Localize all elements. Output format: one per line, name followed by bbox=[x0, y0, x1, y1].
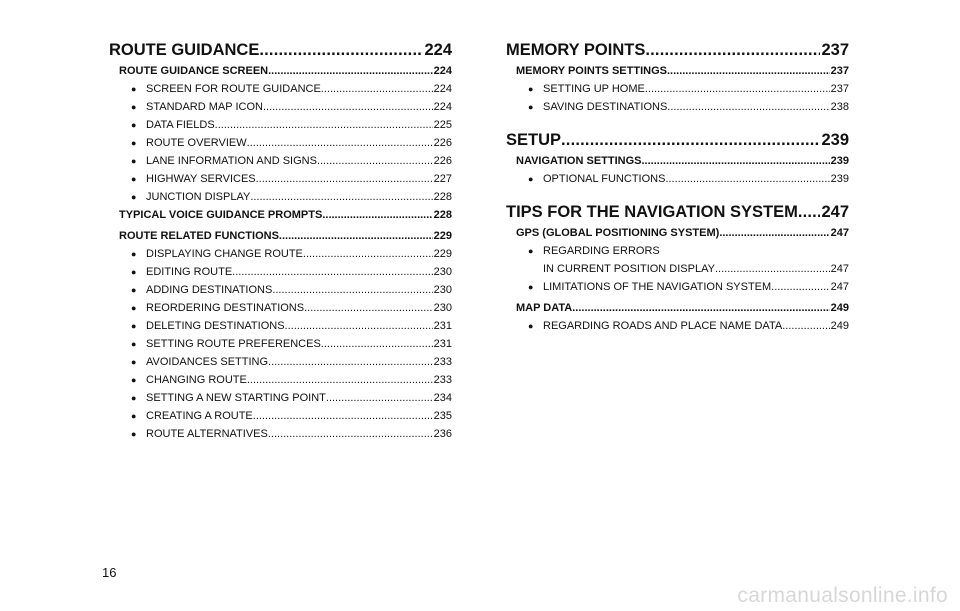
item-page: 228 bbox=[433, 191, 452, 203]
leader-dots bbox=[259, 40, 423, 60]
item-page: 225 bbox=[433, 119, 452, 131]
leader-dots bbox=[771, 278, 829, 296]
toc-item[interactable] bbox=[109, 80, 452, 98]
item-label: SCREEN FOR ROUTE GUIDANCE bbox=[146, 83, 321, 95]
toc-group-route-related-functions[interactable] bbox=[109, 227, 452, 245]
leader-dots bbox=[572, 299, 829, 317]
toc-item[interactable] bbox=[109, 98, 452, 116]
toc-section-tips[interactable] bbox=[506, 202, 849, 222]
section-title: MEMORY POINTS bbox=[506, 41, 646, 59]
item-page: 247 bbox=[830, 281, 849, 293]
toc-item[interactable] bbox=[109, 317, 452, 335]
bullet-icon: ● bbox=[528, 246, 534, 256]
bullet-icon: ● bbox=[131, 120, 137, 130]
leader-dots bbox=[268, 353, 433, 371]
section-page: 224 bbox=[424, 41, 452, 59]
group-title: GPS (GLOBAL POSITIONING SYSTEM) bbox=[516, 227, 720, 239]
item-label: ROUTE ALTERNATIVES bbox=[146, 428, 268, 440]
leader-dots bbox=[665, 170, 829, 188]
item-page: 230 bbox=[433, 302, 452, 314]
leader-dots bbox=[215, 116, 433, 134]
bullet-icon: ● bbox=[131, 267, 137, 277]
bullet-icon: ● bbox=[528, 174, 534, 184]
leader-dots bbox=[798, 202, 821, 222]
toc-item-line bbox=[506, 242, 849, 260]
item-page: 231 bbox=[433, 320, 452, 332]
toc-section-route-guidance[interactable] bbox=[109, 40, 452, 60]
leader-dots bbox=[247, 371, 433, 389]
toc-group-typical-voice-guidance-prompts[interactable] bbox=[109, 206, 452, 224]
toc-section-setup[interactable] bbox=[506, 130, 849, 150]
toc-item[interactable] bbox=[109, 245, 452, 263]
toc-group-memory-points-settings[interactable] bbox=[506, 62, 849, 80]
toc-item[interactable] bbox=[506, 80, 849, 98]
item-label: CHANGING ROUTE bbox=[146, 374, 247, 386]
item-page: 236 bbox=[433, 428, 452, 440]
leader-dots bbox=[253, 407, 433, 425]
item-label: DELETING DESTINATIONS bbox=[146, 320, 285, 332]
item-label-continued: IN CURRENT POSITION DISPLAY bbox=[543, 263, 715, 275]
bullet-icon: ● bbox=[131, 393, 137, 403]
bullet-icon: ● bbox=[528, 84, 534, 94]
toc-section-memory-points[interactable] bbox=[506, 40, 849, 60]
item-page: 237 bbox=[830, 83, 849, 95]
toc-item[interactable] bbox=[506, 278, 849, 296]
toc-right-column bbox=[506, 40, 849, 335]
bullet-icon: ● bbox=[131, 321, 137, 331]
group-title: ROUTE RELATED FUNCTIONS bbox=[119, 230, 279, 242]
item-page: 224 bbox=[433, 83, 452, 95]
toc-item[interactable] bbox=[109, 335, 452, 353]
item-page: 230 bbox=[433, 266, 452, 278]
section-page: 247 bbox=[821, 203, 849, 221]
item-label: LIMITATIONS OF THE NAVIGATION SYSTEM bbox=[543, 281, 772, 293]
item-page: 238 bbox=[830, 101, 849, 113]
toc-item[interactable] bbox=[109, 281, 452, 299]
toc-item[interactable] bbox=[109, 425, 452, 443]
toc-item-line bbox=[506, 260, 849, 278]
item-label: SETTING UP HOME bbox=[543, 83, 645, 95]
toc-item-two-line[interactable] bbox=[506, 242, 849, 278]
item-page: 247 bbox=[830, 263, 849, 275]
item-page: 231 bbox=[433, 338, 452, 350]
toc-group-route-guidance-screen[interactable] bbox=[109, 62, 452, 80]
leader-dots bbox=[285, 317, 433, 335]
group-page: 228 bbox=[433, 209, 452, 221]
toc-group-map-data[interactable] bbox=[506, 299, 849, 317]
bullet-icon: ● bbox=[131, 429, 137, 439]
toc-group-navigation-settings[interactable] bbox=[506, 152, 849, 170]
leader-dots bbox=[645, 80, 830, 98]
leader-dots bbox=[304, 299, 433, 317]
leader-dots bbox=[782, 317, 829, 335]
group-title: NAVIGATION SETTINGS bbox=[516, 155, 642, 167]
item-label: AVOIDANCES SETTING bbox=[146, 356, 269, 368]
toc-item[interactable] bbox=[506, 170, 849, 188]
item-label: REGARDING ROADS AND PLACE NAME DATA bbox=[543, 320, 783, 332]
group-page: 249 bbox=[830, 302, 849, 314]
item-page: 229 bbox=[433, 248, 452, 260]
leader-dots bbox=[279, 227, 433, 245]
leader-dots bbox=[645, 40, 820, 60]
bullet-icon: ● bbox=[131, 192, 137, 202]
item-label: DISPLAYING CHANGE ROUTE bbox=[146, 248, 303, 260]
section-page: 239 bbox=[821, 131, 849, 149]
item-label: OPTIONAL FUNCTIONS bbox=[543, 173, 666, 185]
item-page: 233 bbox=[433, 374, 452, 386]
group-page: 224 bbox=[433, 65, 452, 77]
bullet-icon: ● bbox=[131, 411, 137, 421]
group-page: 237 bbox=[830, 65, 849, 77]
group-title: MEMORY POINTS SETTINGS bbox=[516, 65, 667, 77]
bullet-icon: ● bbox=[528, 282, 534, 292]
group-title: MAP DATA bbox=[516, 302, 573, 314]
item-label: REORDERING DESTINATIONS bbox=[146, 302, 305, 314]
item-page: 227 bbox=[433, 173, 452, 185]
toc-item[interactable] bbox=[506, 317, 849, 335]
item-label: SETTING ROUTE PREFERENCES bbox=[146, 338, 321, 350]
section-title: ROUTE GUIDANCE bbox=[109, 41, 260, 59]
item-page: 226 bbox=[433, 155, 452, 167]
item-page: 249 bbox=[830, 320, 849, 332]
item-label: ROUTE OVERVIEW bbox=[146, 137, 247, 149]
watermark: carmanualsonline.info bbox=[737, 584, 948, 607]
toc-item[interactable] bbox=[109, 299, 452, 317]
group-page: 247 bbox=[830, 227, 849, 239]
item-label: REGARDING ERRORS bbox=[543, 245, 660, 257]
item-page: 224 bbox=[433, 101, 452, 113]
toc-item[interactable] bbox=[109, 170, 452, 188]
toc-left-column bbox=[109, 40, 452, 443]
item-label: LANE INFORMATION AND SIGNS bbox=[146, 155, 317, 167]
bullet-icon: ● bbox=[131, 102, 137, 112]
toc-item[interactable] bbox=[109, 134, 452, 152]
item-page: 239 bbox=[830, 173, 849, 185]
leader-dots bbox=[326, 389, 433, 407]
item-page: 230 bbox=[433, 284, 452, 296]
group-page: 229 bbox=[433, 230, 452, 242]
leader-dots bbox=[317, 152, 433, 170]
item-label: ADDING DESTINATIONS bbox=[146, 284, 273, 296]
toc-item[interactable] bbox=[109, 152, 452, 170]
leader-dots bbox=[250, 188, 432, 206]
item-page: 233 bbox=[433, 356, 452, 368]
item-label: JUNCTION DISPLAY bbox=[146, 191, 251, 203]
leader-dots bbox=[667, 98, 829, 116]
bullet-icon: ● bbox=[131, 357, 137, 367]
item-label: CREATING A ROUTE bbox=[146, 410, 253, 422]
group-page: 239 bbox=[830, 155, 849, 167]
toc-item[interactable] bbox=[109, 263, 452, 281]
group-title: ROUTE GUIDANCE SCREEN bbox=[119, 65, 269, 77]
leader-dots bbox=[719, 224, 829, 242]
toc-item[interactable] bbox=[109, 188, 452, 206]
leader-dots bbox=[268, 425, 433, 443]
bullet-icon: ● bbox=[131, 285, 137, 295]
bullet-icon: ● bbox=[131, 339, 137, 349]
section-title: SETUP bbox=[506, 131, 562, 149]
leader-dots bbox=[263, 98, 433, 116]
item-label: SETTING A NEW STARTING POINT bbox=[146, 392, 326, 404]
group-title: TYPICAL VOICE GUIDANCE PROMPTS bbox=[119, 209, 323, 221]
leader-dots bbox=[667, 62, 830, 80]
toc-item[interactable] bbox=[109, 371, 452, 389]
leader-dots bbox=[321, 80, 433, 98]
leader-dots bbox=[561, 130, 820, 150]
bullet-icon: ● bbox=[131, 156, 137, 166]
bullet-icon: ● bbox=[131, 375, 137, 385]
bullet-icon: ● bbox=[131, 84, 137, 94]
leader-dots bbox=[232, 263, 432, 281]
item-label: EDITING ROUTE bbox=[146, 266, 233, 278]
item-page: 226 bbox=[433, 137, 452, 149]
toc-item[interactable] bbox=[109, 116, 452, 134]
bullet-icon: ● bbox=[528, 321, 534, 331]
item-label: STANDARD MAP ICON bbox=[146, 101, 263, 113]
leader-dots bbox=[268, 62, 433, 80]
toc-item[interactable] bbox=[109, 389, 452, 407]
toc-item[interactable] bbox=[109, 407, 452, 425]
item-page: 235 bbox=[433, 410, 452, 422]
page-number: 16 bbox=[102, 565, 117, 580]
bullet-icon: ● bbox=[528, 102, 534, 112]
item-label: DATA FIELDS bbox=[146, 119, 215, 131]
toc-item[interactable] bbox=[109, 353, 452, 371]
item-label: HIGHWAY SERVICES bbox=[146, 173, 256, 185]
leader-dots bbox=[642, 152, 830, 170]
leader-dots bbox=[321, 335, 433, 353]
section-title: TIPS FOR THE NAVIGATION SYSTEM bbox=[506, 203, 798, 221]
leader-dots bbox=[715, 260, 830, 278]
item-label: SAVING DESTINATIONS bbox=[543, 101, 668, 113]
leader-dots bbox=[272, 281, 432, 299]
bullet-icon: ● bbox=[131, 249, 137, 259]
leader-dots bbox=[256, 170, 433, 188]
item-page: 234 bbox=[433, 392, 452, 404]
bullet-icon: ● bbox=[131, 138, 137, 148]
leader-dots bbox=[322, 206, 432, 224]
bullet-icon: ● bbox=[131, 174, 137, 184]
leader-dots bbox=[247, 134, 433, 152]
toc-group-gps[interactable] bbox=[506, 224, 849, 242]
section-page: 237 bbox=[821, 41, 849, 59]
leader-dots bbox=[303, 245, 433, 263]
toc-item[interactable] bbox=[506, 98, 849, 116]
bullet-icon: ● bbox=[131, 303, 137, 313]
